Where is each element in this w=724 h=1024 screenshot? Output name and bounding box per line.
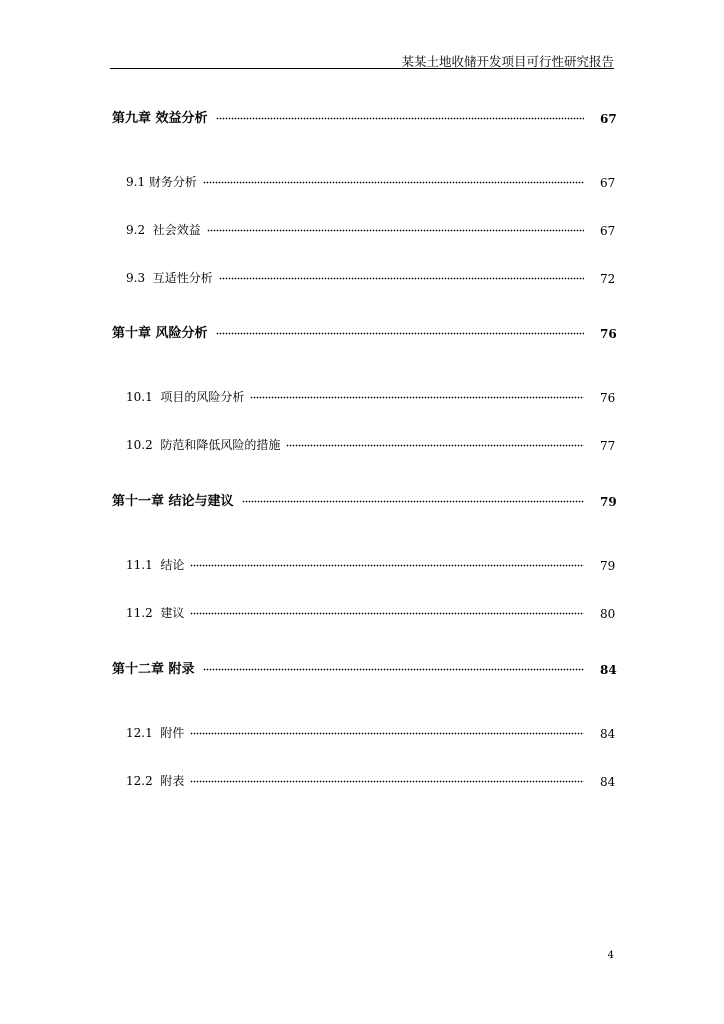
toc-entry-title: 9.2 社会效益 bbox=[126, 223, 201, 237]
toc-dot-leader bbox=[190, 777, 584, 785]
toc-dot-leader bbox=[242, 497, 584, 505]
toc-dot-leader bbox=[286, 441, 584, 449]
toc-entry-title: 12.2 附表 bbox=[126, 774, 185, 788]
toc-section-11-1[interactable] bbox=[0, 551, 724, 573]
toc-entry-title: 第九章 效益分析 bbox=[112, 111, 208, 126]
toc-dot-leader bbox=[219, 274, 584, 282]
header-rule bbox=[110, 68, 614, 69]
toc-dot-leader bbox=[203, 665, 584, 673]
toc-chapter-9[interactable] bbox=[0, 104, 724, 126]
running-header-title: 某某土地收储开发项目可行性研究报告 bbox=[401, 54, 614, 69]
toc-dot-leader bbox=[190, 561, 584, 569]
toc-entry-page: 67 bbox=[600, 224, 616, 238]
toc-entry-title: 9.1 财务分析 bbox=[126, 175, 197, 189]
toc-dot-leader bbox=[250, 393, 584, 401]
toc-entry-title: 11.1 结论 bbox=[126, 558, 185, 572]
toc-dot-leader bbox=[216, 114, 584, 122]
toc-dot-leader bbox=[203, 178, 584, 186]
toc-entry-page: 84 bbox=[600, 663, 617, 677]
toc-chapter-10[interactable] bbox=[0, 319, 724, 341]
toc-entry-title: 第十一章 结论与建议 bbox=[112, 494, 234, 509]
toc-entry-page: 76 bbox=[600, 391, 616, 405]
toc-section-11-2[interactable] bbox=[0, 599, 724, 621]
toc-section-10-1[interactable] bbox=[0, 383, 724, 405]
toc-entry-page: 79 bbox=[600, 495, 617, 509]
toc-entry-page: 84 bbox=[600, 727, 616, 741]
toc-section-12-1[interactable] bbox=[0, 719, 724, 741]
toc-entry-title: 第十二章 附录 bbox=[112, 662, 195, 677]
toc-entry-page: 79 bbox=[600, 559, 616, 573]
toc-entry-page: 67 bbox=[600, 112, 617, 126]
toc-chapter-11[interactable] bbox=[0, 487, 724, 509]
toc-entry-page: 80 bbox=[600, 607, 616, 621]
toc-section-10-2[interactable] bbox=[0, 431, 724, 453]
toc-section-9-1[interactable] bbox=[0, 168, 724, 190]
page-number: 4 bbox=[607, 950, 614, 961]
toc-dot-leader bbox=[216, 329, 584, 337]
toc-entry-title: 第十章 风险分析 bbox=[112, 326, 208, 341]
toc-entry-page: 77 bbox=[600, 439, 616, 453]
toc-dot-leader bbox=[190, 729, 584, 737]
toc-dot-leader bbox=[207, 226, 584, 234]
toc-entry-page: 72 bbox=[600, 272, 616, 286]
toc-dot-leader bbox=[190, 609, 584, 617]
toc-entry-title: 10.1 项目的风险分析 bbox=[126, 390, 245, 404]
toc-entry-title: 12.1 附件 bbox=[126, 726, 185, 740]
toc-chapter-12[interactable] bbox=[0, 655, 724, 677]
toc-entry-page: 67 bbox=[600, 176, 616, 190]
toc-entry-title: 9.3 互适性分析 bbox=[126, 271, 213, 285]
toc-entry-title: 10.2 防范和降低风险的措施 bbox=[126, 438, 281, 452]
toc-entry-page: 76 bbox=[600, 327, 617, 341]
toc-section-9-2[interactable] bbox=[0, 216, 724, 238]
toc-section-9-3[interactable] bbox=[0, 264, 724, 286]
toc-entry-title: 11.2 建议 bbox=[126, 606, 185, 620]
toc-entry-page: 84 bbox=[600, 775, 616, 789]
toc-section-12-2[interactable] bbox=[0, 767, 724, 789]
